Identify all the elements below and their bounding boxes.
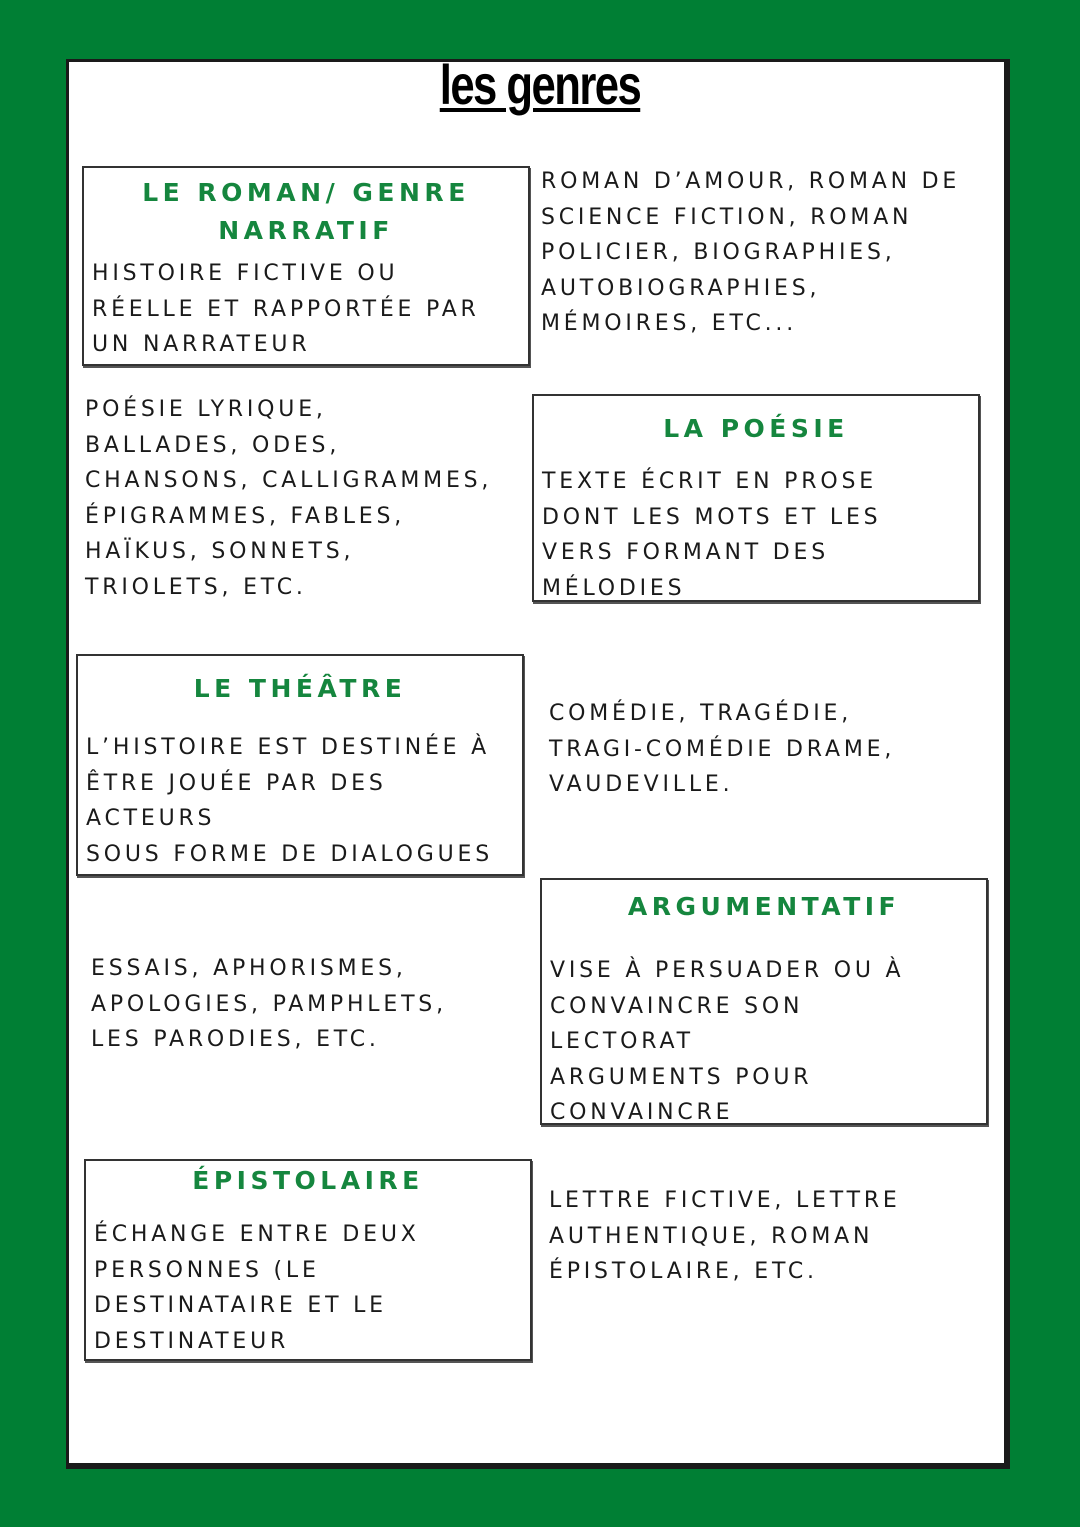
roman-definition: HISTOIRE FICTIVE OU RÉELLE ET RAPPORTÉE PAR UN NARRATEUR (92, 261, 480, 357)
epistolaire-examples: LETTRE FICTIVE, LETTRE AUTHENTIQUE, ROMAN ÉPISTOLAIRE, ETC. (549, 1188, 901, 1284)
argumentatif-heading: ARGUMENTATIF (627, 892, 901, 921)
poesie-examples: POÉSIE LYRIQUE, BALLADES, ODES, CHANSONS, CALLIGRAMMES, ÉPIGRAMMES, FABLES, HAÏKUS, SONNETS, TRIOLETS, ETC. (85, 397, 493, 600)
epistolaire-card (84, 1159, 532, 1361)
argumentatif-examples: ESSAIS, APHORISMES, APOLOGIES, PAMPHLETS, LES PARODIES, ETC. (91, 956, 447, 1052)
roman-heading: LE ROMAN/ GENRE NARRATIF (142, 178, 470, 245)
page-title: les genres (439, 53, 641, 116)
epistolaire-heading: ÉPISTOLAIRE (192, 1166, 424, 1195)
argumentatif-card (540, 878, 988, 1125)
roman-examples: ROMAN D’AMOUR, ROMAN DE SCIENCE FICTION, ROMAN POLICIER, BIOGRAPHIES, AUTOBIOGRAPHIES, MÉMOIRES, ETC... (541, 169, 961, 336)
argumentatif-definition: VISE À PERSUADER OU À CONVAINCRE SON LECTORAT ARGUMENTS POUR CONVAINCRE (550, 958, 905, 1125)
theatre-card (76, 654, 524, 876)
epistolaire-definition: ÉCHANGE ENTRE DEUX PERSONNES (LE DESTINATAIRE ET LE DESTINATEUR (94, 1222, 420, 1354)
poesie-definition: TEXTE ÉCRIT EN PROSE DONT LES MOTS ET LES VERS FORMANT DES MÉLODIES (542, 469, 882, 601)
poesie-heading: LA POÉSIE (663, 414, 849, 443)
theatre-heading: LE THÉÂTRE (193, 674, 407, 703)
roman-card (82, 166, 530, 366)
theatre-definition: L’HISTOIRE EST DESTINÉE À ÊTRE JOUÉE PAR DES ACTEURS SOUS FORME DE DIALOGUES (86, 735, 493, 867)
poesie-card (532, 394, 980, 602)
theatre-examples: COMÉDIE, TRAGÉDIE, TRAGI-COMÉDIE DRAME, VAUDEVILLE. (549, 701, 896, 797)
